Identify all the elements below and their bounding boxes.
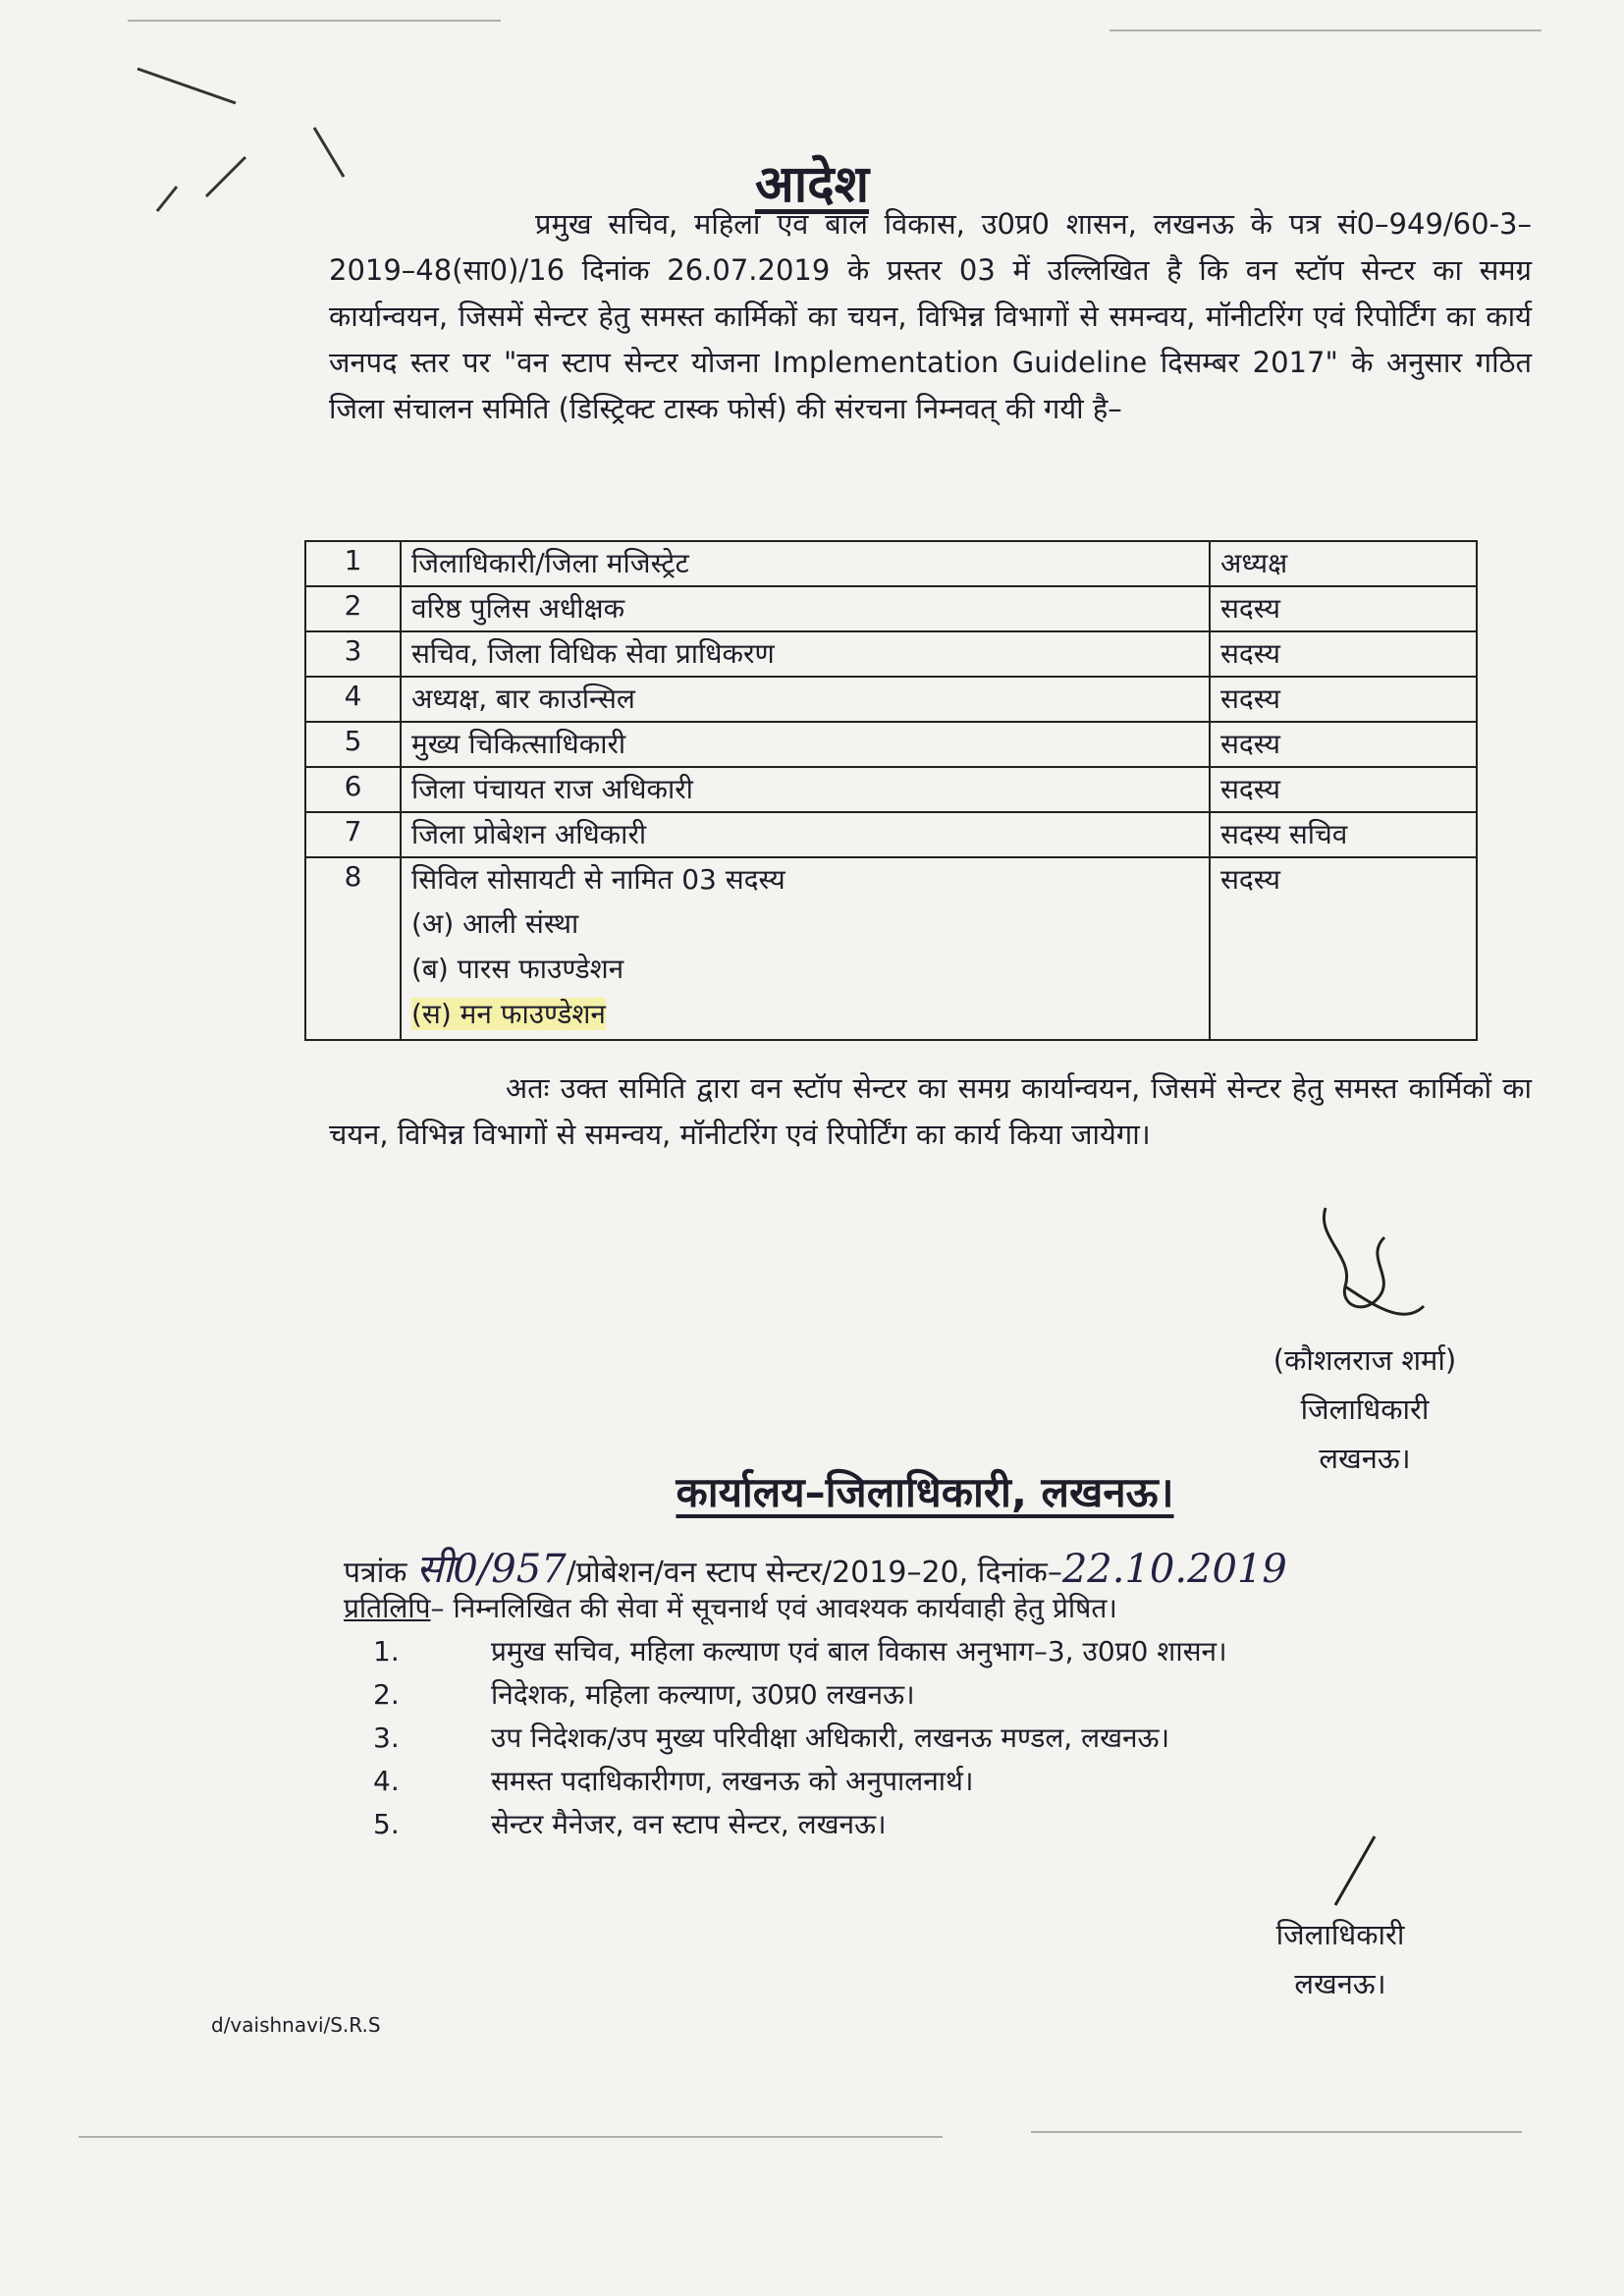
table-row (305, 677, 1477, 722)
member-designation: जिलाधिकारी/जिला मजिस्ट्रेट (401, 541, 1210, 586)
table-row (305, 857, 1477, 1040)
signatory-block (1247, 1336, 1483, 1483)
list-number: 1. (373, 1635, 400, 1667)
row-number: 6 (305, 767, 401, 812)
reference-middle: /प्रोबेशन/वन स्टाप सेन्टर/2019–20, दिनांक– (566, 1556, 1062, 1590)
list-text: प्रमुख सचिव, महिला कल्याण एवं बाल विकास अनुभाग–3, उ0प्र0 शासन। (491, 1635, 1227, 1667)
signature-icon (1306, 1198, 1443, 1326)
reference-line (344, 1540, 1532, 1594)
row-number: 8 (305, 857, 401, 1040)
highlighted-text: (स) मन फाउण्डेशन (411, 998, 606, 1030)
office-heading-text: कार्यालय–जिलाधिकारी, लखनऊ। (676, 1468, 1174, 1516)
reference-number: सी0/957 (415, 1547, 567, 1592)
table-row (305, 767, 1477, 812)
member-designation: जिला पंचायत राज अधिकारी (401, 767, 1210, 812)
list-item (373, 1760, 1227, 1803)
table-row (305, 586, 1477, 631)
scan-edge-line (79, 2136, 943, 2138)
conclusion-paragraph-text: अतः उक्त समिति द्वारा वन स्टॉप सेन्टर का समग्र कार्यान्वयन, जिसमें सेन्टर हेतु समस्त कार्मिकों का चयन, विभिन्न विभागों से समन्वय, मॉनीटरिंग एवं रिपोर्टिंग का कार्य किया जायेगा। (329, 1071, 1532, 1151)
list-text: सेन्टर मैनेजर, वन स्टाप सेन्टर, लखनऊ। (491, 1808, 887, 1840)
signatory-name: (कौशलराज शर्मा) (1272, 1343, 1457, 1377)
signatory-block (1242, 1910, 1438, 2008)
list-item (373, 1717, 1227, 1760)
committee-role: सदस्य (1210, 677, 1477, 722)
table-row (305, 812, 1477, 857)
list-item (373, 1803, 1227, 1846)
table-row (305, 722, 1477, 767)
committee-role: सदस्य (1210, 767, 1477, 812)
table-row (305, 631, 1477, 677)
signatory-designation: जिलाधिकारी (1300, 1393, 1430, 1426)
order-title: आदेश (754, 155, 870, 214)
row-number: 1 (305, 541, 401, 586)
committee-role: सदस्य (1210, 857, 1477, 1040)
scan-edge-line (1110, 29, 1542, 31)
scan-edge-line (1031, 2131, 1522, 2133)
row-number: 2 (305, 586, 401, 631)
committee-role: सदस्य (1210, 722, 1477, 767)
member-designation: अध्यक्ष, बार काउन्सिल (401, 677, 1210, 722)
signatory-place: लखनऊ। (1319, 1442, 1411, 1475)
reference-date: 22.10.2019 (1061, 1547, 1287, 1592)
copy-to-list (373, 1630, 1227, 1846)
footer-reference: d/vaishnavi/S.R.S (211, 2013, 381, 2037)
list-text: समस्त पदाधिकारीगण, लखनऊ को अनुपालनार्थ। (491, 1765, 974, 1797)
member-designation (401, 857, 1210, 1040)
member-designation: वरिष्ठ पुलिस अधीक्षक (401, 586, 1210, 631)
copy-to-text: – निम्नलिखित की सेवा में सूचनार्थ एवं आवश्यक कार्यवाही हेतु प्रेषित। (430, 1592, 1117, 1624)
office-heading (0, 1463, 1624, 1519)
signatory-place: लखनऊ। (1294, 1967, 1386, 2000)
member-designation: जिला प्रोबेशन अधिकारी (401, 812, 1210, 857)
copy-to-line (344, 1589, 1117, 1626)
committee-table-body (305, 541, 1477, 1040)
list-number: 2. (373, 1678, 400, 1711)
reference-prefix: पत्रांक (344, 1556, 407, 1590)
signature-icon (1316, 1827, 1394, 1915)
signatory-designation: जिलाधिकारी (1275, 1918, 1405, 1951)
row-number: 3 (305, 631, 401, 677)
table-row (305, 541, 1477, 586)
committee-table (304, 540, 1478, 1041)
list-item: (अ) आली संस्था (411, 907, 579, 940)
conclusion-paragraph (329, 1066, 1532, 1158)
list-number: 5. (373, 1808, 400, 1840)
committee-role: सदस्य सचिव (1210, 812, 1477, 857)
list-item: (ब) पारस फाउण्डेशन (411, 953, 624, 985)
civil-society-members-label: सिविल सोसायटी से नामित 03 सदस्य (411, 863, 785, 896)
row-number: 5 (305, 722, 401, 767)
list-number: 4. (373, 1765, 400, 1797)
intro-paragraph-text: प्रमुख सचिव, महिला एवं बाल विकास, उ0प्र0 शासन, लखनऊ के पत्र सं0–949/60-3–2019–48(सा0)/16 दिनांक 26.07.2019 के प्रस्तर 03 में उल्लिखित है कि वन स्टॉप सेन्टर का समग्र कार्यान्वयन, जिसमें सेन्टर हेतु समस्त कार्मिकों का चयन, विभिन्न विभागों से समन्वय, मॉनीटरिंग एवं रिपोर्टिंग का कार्य जनपद स्तर पर "वन स्टाप सेन्टर योजना Implementation Guideline दिसम्बर 2017" के अनुसार गठित जिला संचालन समिति (डिस्ट्रिक्ट टास्क फोर्स) की संरचना निम्नवत् की गयी है– (329, 207, 1532, 425)
scan-edge-line (128, 20, 501, 22)
row-number: 7 (305, 812, 401, 857)
member-designation: सचिव, जिला विधिक सेवा प्राधिकरण (401, 631, 1210, 677)
list-number: 3. (373, 1722, 400, 1754)
row-number: 4 (305, 677, 401, 722)
list-text: उप निदेशक/उप मुख्य परिवीक्षा अधिकारी, लखनऊ मण्डल, लखनऊ। (491, 1722, 1170, 1754)
list-item (373, 1673, 1227, 1717)
committee-role: अध्यक्ष (1210, 541, 1477, 586)
committee-role: सदस्य (1210, 586, 1477, 631)
member-designation: मुख्य चिकित्साधिकारी (401, 722, 1210, 767)
intro-paragraph (329, 201, 1532, 432)
list-text: निदेशक, महिला कल्याण, उ0प्र0 लखनऊ। (491, 1678, 915, 1711)
civil-society-list (411, 902, 1199, 1037)
list-item (373, 1630, 1227, 1673)
copy-to-label: प्रतिलिपि (344, 1592, 431, 1624)
list-item (411, 992, 1199, 1037)
committee-role: सदस्य (1210, 631, 1477, 677)
